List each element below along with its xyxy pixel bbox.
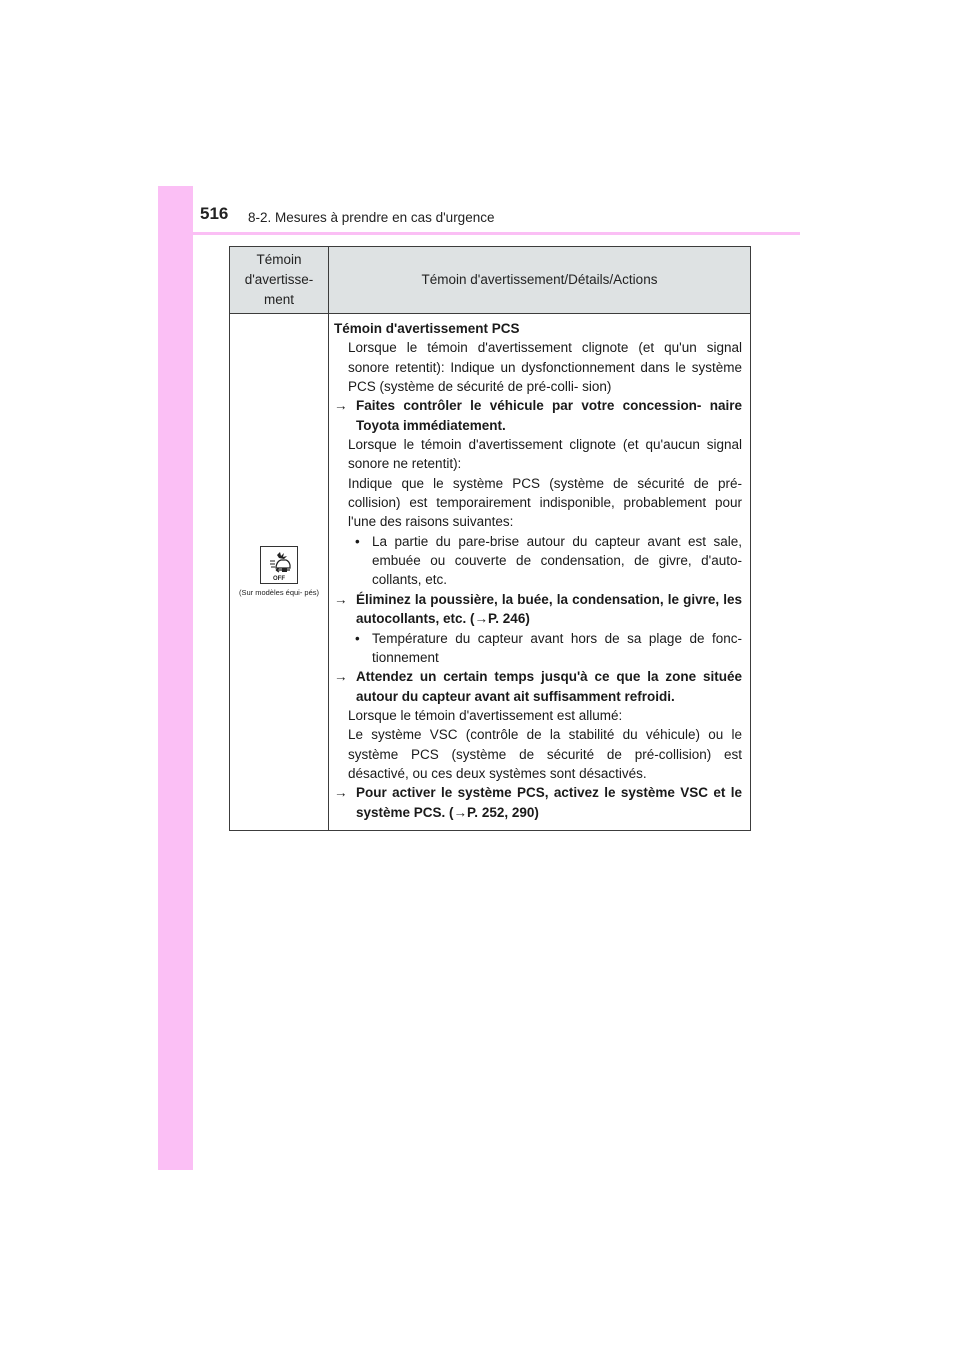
- list-item: [334, 532, 742, 590]
- list-item-text: La partie du pare-brise autour du capteur avant est sale, embuée ou couverte de condensation, de givre, d'auto- collants, etc.: [372, 533, 742, 588]
- section-title: 8-2. Mesures à prendre en cas d'urgence: [248, 210, 495, 225]
- arrow-icon: →: [334, 669, 348, 685]
- paragraph-lit: Lorsque le témoin d'avertissement est allumé:: [348, 707, 623, 723]
- list-item-text: Température du capteur avant hors de sa plage de fonc- tionnement: [372, 630, 742, 665]
- action-item: [334, 667, 742, 706]
- arrow-icon: →: [334, 398, 348, 414]
- header-rule: [158, 232, 800, 235]
- col-header-details: Témoin d'avertissement/Détails/Actions: [329, 247, 751, 314]
- paragraph-blinking-sound: Lorsque le témoin d'avertissement clignote (et qu'un signal sonore retentit): Indique un dysfonctionnement dans le système PCS (système de sécurité de pré-colli- sion): [348, 340, 742, 395]
- arrow-icon: →: [453, 804, 468, 820]
- action-text: Éliminez la poussière, la buée, la condensation, le givre, les autocollants, etc. (: [356, 591, 742, 627]
- warning-title: Témoin d'avertissement PCS: [334, 321, 520, 336]
- action-item: [334, 783, 742, 822]
- pcs-off-icon: [260, 546, 298, 584]
- action-text: Attendez un certain temps jusqu'à ce que la zone située autour du capteur avant ait suffisamment refroidi.: [356, 669, 742, 704]
- col-header-warning-light: Témoin d'avertisse- ment: [230, 247, 329, 314]
- bullet-icon: •: [355, 630, 360, 646]
- table-header-row: [230, 247, 751, 314]
- action-item: [334, 590, 742, 629]
- arrow-icon: →: [334, 785, 348, 801]
- side-tab: [158, 186, 193, 1170]
- bullet-icon: •: [355, 533, 360, 549]
- paragraph-reasons: Indique que le système PCS (système de sécurité de pré- collision) est temporairement indisponible, probablement pour l'une des raisons suivantes:: [348, 475, 742, 530]
- details-cell: [329, 314, 751, 831]
- table-row: [230, 314, 751, 831]
- action-item: [334, 396, 742, 435]
- list-item: [334, 629, 742, 668]
- action-text: Pour activer le système PCS, activez le système VSC et le système PCS. (: [356, 785, 742, 820]
- icon-caption: (Sur modèles équi- pés): [238, 588, 320, 598]
- warning-light-table: [229, 246, 751, 831]
- page-reference-link[interactable]: P. 252, 290): [467, 804, 539, 820]
- arrow-icon: →: [334, 591, 348, 607]
- paragraph-vsc: Le système VSC (contrôle de la stabilité du véhicule) ou le système PCS (système de sécurité de pré-collision) est désactivé, ou ces deux systèmes sont désactivés.: [348, 727, 742, 781]
- arrow-icon: →: [474, 611, 489, 627]
- icon-cell: [230, 314, 329, 831]
- page-reference-link[interactable]: P. 246): [488, 611, 530, 627]
- pcs-off-icon-label: OFF: [273, 576, 285, 583]
- paragraph-blinking-no-sound: Lorsque le témoin d'avertissement clignote (et qu'aucun signal sonore ne retentit):: [348, 437, 742, 472]
- page-number: 516: [200, 204, 229, 223]
- action-text: Faites contrôler le véhicule par votre concession- naire Toyota immédiatement.: [356, 398, 742, 433]
